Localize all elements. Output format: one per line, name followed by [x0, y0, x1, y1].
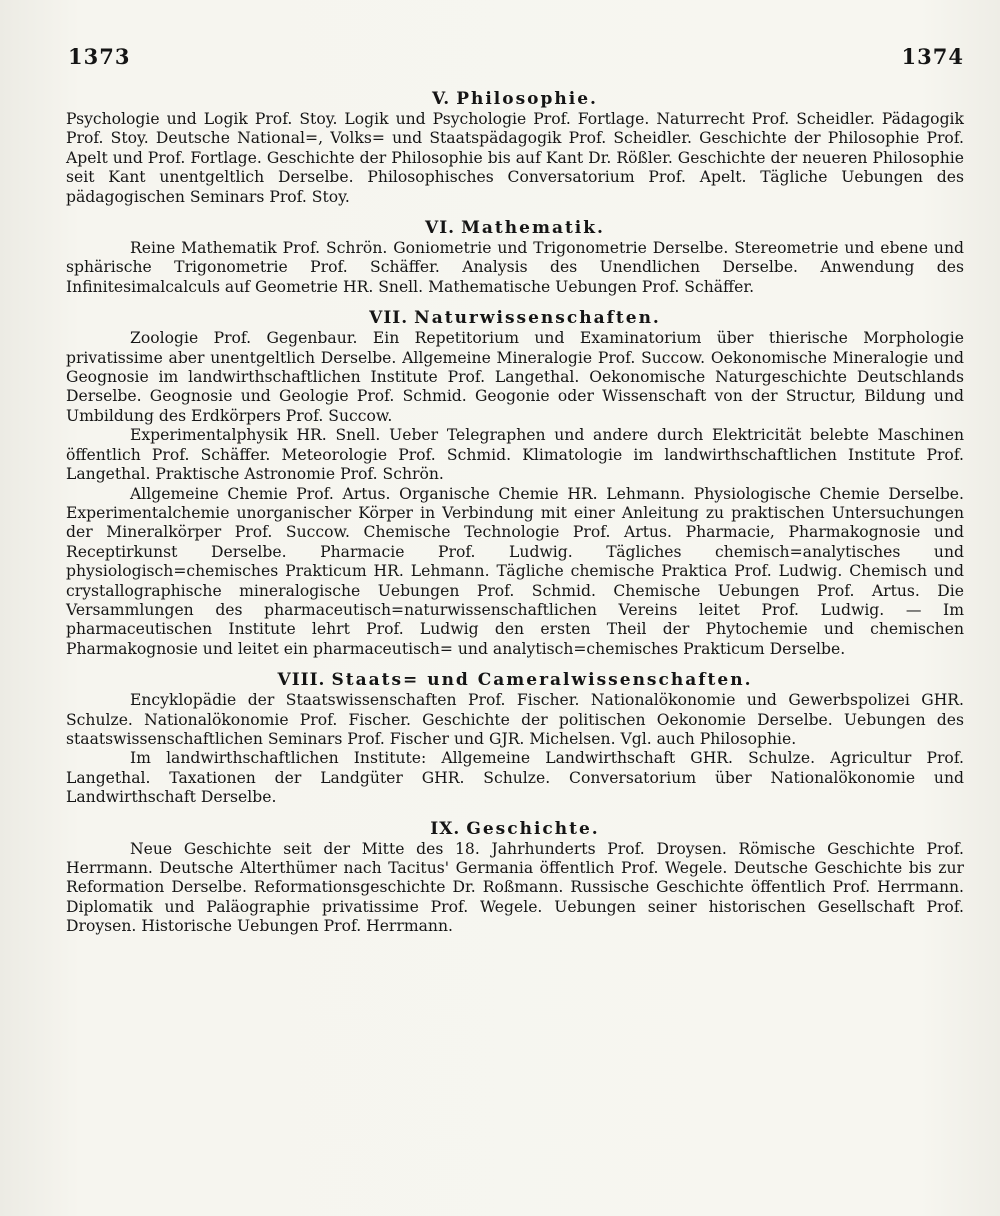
section-heading: [66, 88, 964, 110]
section-title: Staats= und Cameralwissenschaften.: [331, 670, 753, 691]
page-number-left: 1373: [68, 44, 131, 69]
section-naturwissenschaften: [66, 307, 964, 659]
section-number: VIII.: [277, 670, 326, 691]
page-number-right: 1374: [901, 44, 964, 69]
section-heading: [66, 669, 964, 691]
section-number: VI.: [425, 218, 456, 239]
section-paragraph: Im landwirthschaftlichen Institute: Allgemeine Landwirthschaft GHR. Schulze. Agricultur Prof. Langethal. Taxationen der Landgüter GHR. Schulze. Conversatorium über Nationalökonomie und Landwirthschaft Derselbe.: [66, 749, 964, 807]
section-heading: [66, 818, 964, 840]
section-number: IX.: [430, 818, 461, 839]
section-mathematik: [66, 217, 964, 297]
section-paragraph: Allgemeine Chemie Prof. Artus. Organische Chemie HR. Lehmann. Physiologische Chemie Derselbe. Experimentalchemie unorganischer Körper in Verbindung mit einer Anleitung zu praktischen Untersuchungen der Mineralkörper Prof. Succow. Chemische Technologie Prof. Artus. Pharmacie, Pharmakognosie und Receptirkunst Derselbe. Pharmacie Prof. Ludwig. Tägliches chemisch=analytisches und physiologisch=chemisches Prakticum HR. Lehmann. Tägliche chemische Praktica Prof. Ludwig. Chemisch und crystallographische mineralogische Uebungen Prof. Schmid. Chemische Uebungen Prof. Artus. Die Versammlungen des pharmaceutisch=naturwissenschaftlichen Vereins leitet Prof. Ludwig. — Im pharmaceutischen Institute lehrt Prof. Ludwig den ersten Theil der Phytochemie und chemischen Pharmakognosie und leitet ein pharmaceutisch= und analytisch=chemisches Prakticum Derselbe.: [66, 484, 964, 658]
section-paragraph: Reine Mathematik Prof. Schrön. Goniometrie und Trigonometrie Derselbe. Stereometrie und ebene und sphärische Trigonometrie Prof. Schäffer. Analysis des Unendlichen Derselbe. Anwendung des Infinitesimalcalculs auf Geometrie HR. Snell. Mathematische Uebungen Prof. Schäffer.: [66, 239, 964, 296]
section-paragraph: Zoologie Prof. Gegenbaur. Ein Repetitorium und Examinatorium über thierische Morphologie privatissime aber unentgeltlich Derselbe. Allgemeine Mineralogie Prof. Succow. Oekonomische Mineralogie und Geognosie im landwirthschaftlichen Institute Prof. Langethal. Oekonomische Naturgeschichte Deutschlands Derselbe. Geognosie und Geologie Prof. Schmid. Geogonie oder Wissenschaft von der Structur, Bildung und Umbildung des Erdkörpers Prof. Succow.: [66, 329, 964, 425]
section-number: VII.: [369, 308, 409, 329]
section-title: Geschichte.: [466, 818, 600, 839]
section-title: Philosophie.: [456, 89, 598, 109]
section-title: Mathematik.: [461, 218, 605, 239]
page-body: [66, 88, 964, 937]
section-title: Naturwissenschaften.: [414, 308, 661, 329]
section-paragraph: Psychologie und Logik Prof. Stoy. Logik und Psychologie Prof. Fortlage. Naturrecht Prof. Scheidler. Pädagogik Prof. Stoy. Deutsche National=, Volks= und Staatspädagogik Prof. Scheidler. Geschichte der Philosophie Prof. Apelt und Prof. Fortlage. Geschichte der Philosophie bis auf Kant Dr. Rößler. Geschichte der neueren Philosophie seit Kant unentgeltlich Derselbe. Philosophisches Conversatorium Prof. Apelt. Tägliche Uebungen des pädagogischen Seminars Prof. Stoy.: [66, 110, 964, 206]
section-number: V.: [432, 89, 451, 109]
section-heading: [66, 307, 964, 329]
section-staatswissenschaften: [66, 669, 964, 807]
section-paragraph: Experimentalphysik HR. Snell. Ueber Telegraphen und andere durch Elektricität belebte Maschinen öffentlich Prof. Schäffer. Meteorologie Prof. Schmid. Klimatologie im landwirthschaftlichen Institute Prof. Langethal. Praktische Astronomie Prof. Schrön.: [66, 426, 964, 484]
section-paragraph: Encyklopädie der Staatswissenschaften Prof. Fischer. Nationalökonomie und Gewerbspolizei GHR. Schulze. Nationalökonomie Prof. Fischer. Geschichte der politischen Oekonomie Derselbe. Uebungen des staatswissenschaftlichen Seminars Prof. Fischer und GJR. Michelsen. Vgl. auch Philosophie.: [66, 691, 964, 748]
section-geschichte: [66, 818, 964, 937]
section-heading: [66, 217, 964, 239]
section-paragraph: Neue Geschichte seit der Mitte des 18. Jahrhunderts Prof. Droysen. Römische Geschichte Prof. Herrmann. Deutsche Alterthümer nach Tacitus' Germania öffentlich Prof. Wegele. Deutsche Geschichte bis zur Reformation Derselbe. Reformationsgeschichte Dr. Roßmann. Russische Geschichte öffentlich Prof. Herrmann. Diplomatik und Paläographie privatissime Prof. Wegele. Uebungen seiner historischen Gesellschaft Prof. Droysen. Historische Uebungen Prof. Herrmann.: [66, 839, 964, 936]
section-philosophie: [66, 88, 964, 207]
